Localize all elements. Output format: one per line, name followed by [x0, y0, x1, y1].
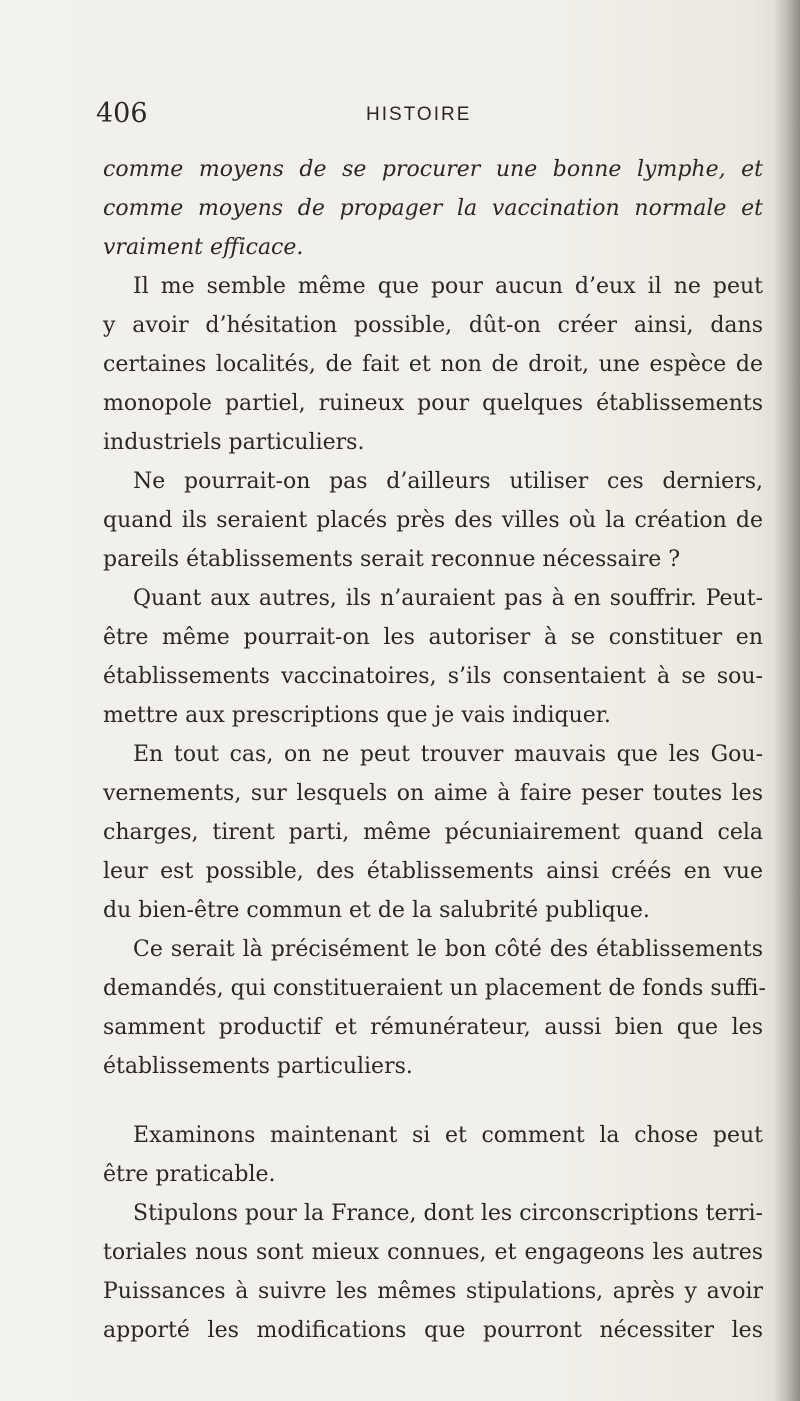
text-line: Quant aux autres, ils n’auraient pas à en souffrir. Peut- — [133, 586, 763, 611]
text-line: être praticable. — [103, 1162, 276, 1187]
text-line: Stipulons pour la France, dont les circonscriptions terri- — [133, 1201, 763, 1226]
text-line: établissements particuliers. — [103, 1054, 413, 1079]
text-line: vernements, sur lesquels on aime à faire peser toutes les — [103, 781, 763, 806]
body-text — [103, 150, 766, 1350]
text-line: apporté les modifications que pourront nécessiter les — [103, 1318, 763, 1343]
page-edge-shadow — [774, 0, 800, 1401]
text-line: mettre aux prescriptions que je vais indiquer. — [103, 703, 611, 728]
text-line: charges, tirent parti, même pécuniairement quand cela — [103, 820, 763, 845]
paragraph-gap — [103, 1086, 763, 1116]
text-line: Ce serait là précisément le bon côté des établissements — [133, 937, 763, 962]
text-line: demandés, qui constitueraient un placement de fonds suffi- — [103, 976, 766, 1001]
text-line: établissements vaccinatoires, s’ils consentaient à se sou- — [103, 664, 763, 689]
text-line: Examinons maintenant si et comment la chose peut — [133, 1123, 763, 1148]
text-line: toriales nous sont mieux connues, et engageons les autres — [103, 1240, 763, 1265]
running-head — [96, 98, 716, 138]
text-line: En tout cas, on ne peut trouver mauvais que les Gou- — [133, 742, 763, 767]
text-line: industriels particuliers. — [103, 430, 365, 455]
page-number: 406 — [96, 98, 148, 129]
text-line: leur est possible, des établissements ainsi créés en vue — [103, 859, 763, 884]
text-line: y avoir d’hésitation possible, dût-on créer ainsi, dans — [103, 313, 763, 338]
text-line: certaines localités, de fait et non de droit, une espèce de — [103, 352, 763, 377]
text-line: pareils établissements serait reconnue nécessaire ? — [103, 547, 681, 572]
text-line: Ne pourrait-on pas d’ailleurs utiliser ces derniers, — [133, 469, 763, 494]
text-line: être même pourrait-on les autoriser à se constituer en — [103, 625, 763, 650]
text-line: du bien-être commun et de la salubrité publique. — [103, 898, 650, 923]
text-line: monopole partiel, ruineux pour quelques établissements — [103, 391, 763, 416]
text-line: samment productif et rémunérateur, aussi bien que les — [103, 1015, 763, 1040]
text-line: comme moyens de propager la vaccination normale et — [103, 196, 763, 221]
text-line: comme moyens de se procurer une bonne lymphe, et — [103, 157, 763, 182]
text-line: quand ils seraient placés près des villes où la création de — [103, 508, 763, 533]
text-line: Puissances à suivre les mêmes stipulations, après y avoir — [103, 1279, 763, 1304]
text-line: vraiment efficace. — [103, 235, 304, 260]
header-title: HISTOIRE — [366, 104, 472, 125]
text-line: Il me semble même que pour aucun d’eux il ne peut — [133, 274, 763, 299]
